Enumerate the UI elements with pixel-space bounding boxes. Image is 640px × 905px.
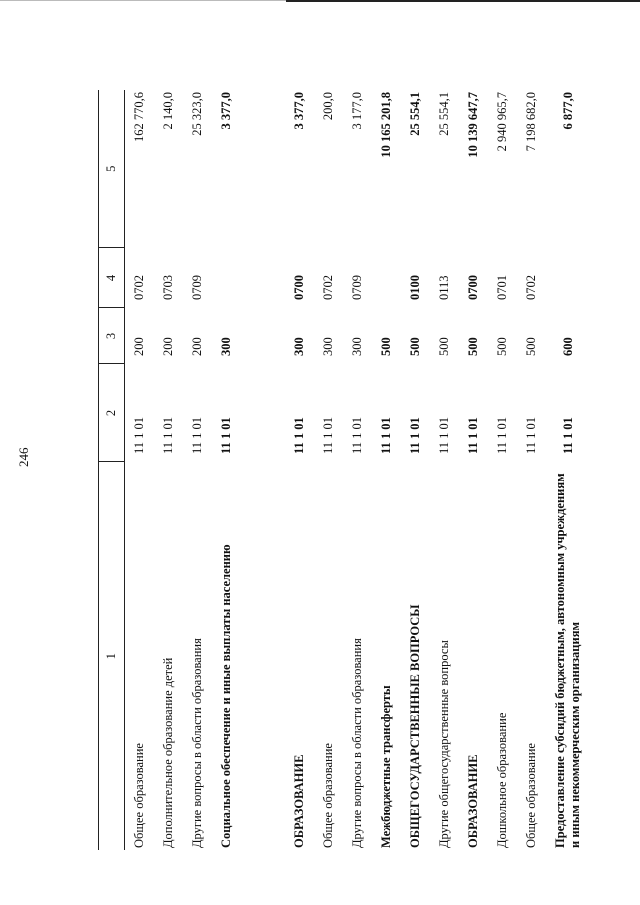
row-section-cell: 0701 — [495, 275, 509, 300]
row-target-code-cell: 11 1 01 — [161, 416, 175, 454]
row-expense-type-cell: 200 — [190, 337, 204, 356]
row-name-cell: ОБЩЕГОСУДАРСТВЕННЫЕ ВОПРОСЫ — [408, 604, 422, 848]
table-row — [459, 90, 488, 850]
row-amount-cell: 25 554,1 — [437, 92, 451, 136]
row-amount-cell — [241, 90, 285, 248]
budget-table — [98, 90, 590, 850]
top-edge-rule — [0, 0, 640, 2]
row-expense-type-cell: 200 — [161, 337, 175, 356]
rotated-table-container — [98, 90, 582, 850]
row-section-cell: 0709 — [350, 275, 364, 300]
table-row — [343, 90, 372, 850]
row-target-code-cell: 11 1 01 — [560, 417, 575, 454]
row-name-cell: Дошкольное образование — [495, 712, 509, 848]
row-section-cell: 0700 — [466, 275, 480, 300]
row-section-cell: 0702 — [524, 275, 538, 300]
row-amount-cell: 25 554,1 — [408, 92, 422, 136]
page-number: 246 — [16, 447, 31, 467]
row-name-cell: Другие вопросы в области образования — [350, 638, 364, 848]
row-amount-cell: 2 940 965,7 — [495, 92, 509, 152]
table-row — [372, 90, 401, 850]
table-row — [517, 90, 546, 850]
table-row — [125, 90, 155, 850]
row-target-code-cell: 11 1 01 — [379, 417, 393, 454]
row-target-code-cell: 11 1 01 — [219, 417, 233, 454]
row-amount-cell: 200,0 — [321, 92, 335, 121]
row-expense-type-cell: 300 — [321, 337, 335, 356]
row-section-cell: 0702 — [321, 275, 335, 300]
row-expense-type-cell: 500 — [408, 337, 422, 356]
row-section-cell — [241, 248, 285, 308]
row-expense-type-cell: 200 — [132, 337, 146, 356]
row-expense-type-cell: 300 — [219, 337, 233, 356]
table-row — [285, 90, 314, 850]
row-target-code-cell: 11 1 01 — [350, 416, 364, 454]
row-name-cell: Общее образование — [321, 743, 335, 848]
header-col-1: 1 — [99, 462, 125, 850]
row-section-cell — [372, 248, 401, 308]
row-target-code-cell: 11 1 01 — [524, 416, 538, 454]
row-target-code-cell: 11 1 01 — [466, 417, 480, 454]
row-name-cell: Общее образование — [524, 743, 538, 848]
row-target-code-cell: 11 1 01 — [292, 417, 306, 454]
row-target-code-cell — [241, 364, 285, 462]
row-amount-cell: 162 770,6 — [132, 92, 146, 142]
row-expense-type-cell: 500 — [379, 337, 393, 356]
table-row — [154, 90, 183, 850]
row-expense-type-cell: 500 — [524, 337, 538, 356]
row-expense-type-cell: 500 — [466, 337, 480, 356]
row-amount-cell: 3 377,0 — [219, 92, 233, 130]
row-name-cell: Социальное обеспечение и иные выплаты населению — [219, 544, 233, 848]
row-expense-type-cell: 600 — [560, 337, 575, 356]
row-target-code-cell: 11 1 01 — [437, 416, 451, 454]
row-target-code-cell: 11 1 01 — [408, 417, 422, 454]
row-amount-cell: 2 140,0 — [161, 92, 175, 130]
row-amount-cell: 10 139 647,7 — [466, 92, 480, 158]
row-amount-cell: 10 165 201,8 — [379, 92, 393, 158]
header-row — [99, 90, 125, 850]
row-expense-type-cell: 300 — [292, 337, 306, 356]
row-name-cell: Межбюджетные трансферты — [379, 685, 393, 848]
row-name-cell — [241, 462, 285, 850]
row-expense-type-cell — [241, 308, 285, 364]
row-section-cell: 0700 — [292, 275, 306, 300]
row-amount-cell: 25 323,0 — [190, 92, 204, 136]
row-expense-type-cell: 500 — [495, 337, 509, 356]
table-row — [546, 90, 590, 850]
row-section-cell: 0702 — [132, 275, 146, 300]
row-expense-type-cell: 300 — [350, 337, 364, 356]
header-col-5: 5 — [99, 90, 125, 248]
row-amount-cell: 3 377,0 — [292, 92, 306, 130]
row-name-cell: Другие вопросы в области образования — [190, 638, 204, 848]
row-section-cell: 0709 — [190, 275, 204, 300]
row-name-cell: Предоставление субсидий бюджетным, автономным учреждениям и иным некоммерческим организациям — [553, 473, 582, 848]
row-name-cell: ОБРАЗОВАНИЕ — [292, 754, 306, 848]
row-amount-cell: 3 177,0 — [350, 92, 364, 130]
table-row — [488, 90, 517, 850]
table-row — [212, 90, 241, 850]
row-name-cell: Дополнительное образование детей — [161, 657, 175, 848]
row-name-cell: ОБРАЗОВАНИЕ — [466, 754, 480, 848]
row-section-cell: 0703 — [161, 275, 175, 300]
row-section-cell — [546, 248, 590, 308]
table-row — [314, 90, 343, 850]
row-name-cell: Другие общегосударственные вопросы — [437, 640, 451, 848]
table-row — [430, 90, 459, 850]
header-col-2: 2 — [99, 364, 125, 462]
row-target-code-cell: 11 1 01 — [321, 416, 335, 454]
table-row — [401, 90, 430, 850]
table-row — [241, 90, 285, 850]
row-amount-cell: 7 198 682,0 — [524, 92, 538, 152]
row-section-cell: 0113 — [437, 275, 451, 300]
row-target-code-cell: 11 1 01 — [132, 416, 146, 454]
header-col-4: 4 — [99, 248, 125, 308]
table-row — [183, 90, 212, 850]
row-amount-cell: 6 877,0 — [560, 92, 575, 130]
row-target-code-cell: 11 1 01 — [495, 416, 509, 454]
row-expense-type-cell: 500 — [437, 337, 451, 356]
header-col-3: 3 — [99, 308, 125, 364]
row-section-cell — [212, 248, 241, 308]
row-section-cell: 0100 — [408, 275, 422, 300]
row-target-code-cell: 11 1 01 — [190, 416, 204, 454]
row-name-cell: Общее образование — [132, 743, 146, 848]
